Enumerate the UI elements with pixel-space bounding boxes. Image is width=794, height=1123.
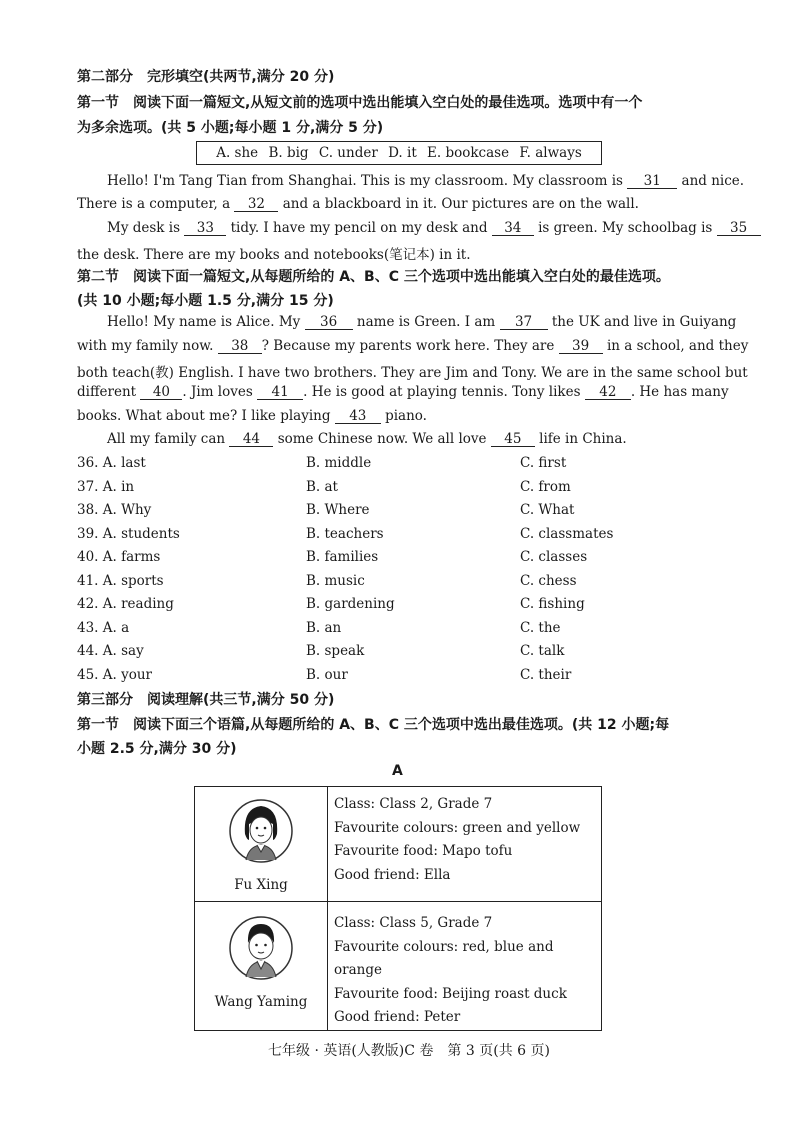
passage-label: A (392, 763, 403, 779)
section1-instruction-line2: 为多余选项。(共 5 小题;每小题 1 分,满分 5 分) (77, 120, 384, 136)
blank-32: 32 (234, 197, 278, 212)
choice-option: C. the (520, 619, 561, 636)
choice-option: 36. A. last (77, 455, 146, 471)
student-info-table (194, 786, 602, 1031)
choice-option: C. their (520, 666, 572, 683)
choice-option: 41. A. sports (77, 572, 164, 589)
choice-option: B. our (306, 666, 348, 683)
option-b: B. big (268, 145, 309, 161)
student-class: Class: Class 5, Grade 7 (334, 915, 493, 931)
passage2-line4: different 40 . Jim loves 41 . He is good at playing tennis. Tony likes 42 . He has many (77, 384, 729, 400)
girl-avatar-icon (229, 794, 293, 868)
choice-option: 45. A. your (77, 666, 152, 683)
choice-option: 44. A. say (77, 643, 144, 659)
choice-option: B. gardening (306, 596, 395, 612)
blank-40: 40 (140, 385, 182, 400)
blank-43: 43 (335, 409, 381, 424)
student-friend: Good friend: Peter (334, 1009, 461, 1025)
choice-option: C. from (520, 478, 571, 495)
avatar-cell (195, 902, 328, 1031)
blank-36: 36 (305, 315, 353, 330)
passage1-line1: Hello! I'm Tang Tian from Shanghai. This is my classroom. My classroom is 31 and nice. (107, 173, 745, 189)
part2-title: 第二部分 完形填空(共两节,满分 20 分) (77, 69, 335, 85)
option-c: C. under (318, 145, 378, 161)
page-footer: 七年级 · 英语(人教版)C 卷 第 3 页(共 6 页) (268, 1043, 550, 1059)
passage2-line3: both teach(教) English. I have two brothers. They are Jim and Tony. We are in the same school but (77, 365, 748, 381)
student-class: Class: Class 2, Grade 7 (334, 796, 493, 812)
passage1-line4: the desk. There are my books and notebooks(笔记本) in it. (77, 247, 471, 263)
choice-option: C. first (520, 455, 567, 471)
choice-option: 40. A. farms (77, 549, 161, 565)
part3-section1-instruction-line2: 小题 2.5 分,满分 30 分) (77, 741, 237, 757)
boy-avatar-icon (229, 911, 293, 985)
choice-option: C. What (520, 502, 575, 518)
blank-45: 45 (491, 432, 535, 447)
blank-42: 42 (585, 385, 631, 400)
choice-option: C. classes (520, 549, 588, 565)
table-row (195, 787, 602, 902)
student-food: Favourite food: Beijing roast duck (334, 985, 567, 1002)
choice-option: B. at (306, 478, 338, 495)
choice-option: C. chess (520, 572, 577, 589)
section2-instruction-line1: 第二节 阅读下面一篇短文,从每题所给的 A、B、C 三个选项中选出能填入空白处的最佳选项。 (77, 269, 670, 285)
passage2-line1: Hello! My name is Alice. My 36 name is Green. I am 37 the UK and live in Guiyang (107, 314, 737, 330)
choice-option: 43. A. a (77, 619, 130, 636)
blank-44: 44 (229, 432, 273, 447)
option-d: D. it (388, 145, 417, 161)
student-details (328, 902, 602, 1031)
passage1-line2: There is a computer, a 32 and a blackboard in it. Our pictures are on the wall. (77, 196, 639, 212)
table-row (195, 902, 602, 1031)
blank-31: 31 (627, 174, 677, 189)
student-colours: Favourite colours: green and yellow (334, 819, 581, 836)
section2-instruction-line2: (共 10 小题;每小题 1.5 分,满分 15 分) (77, 293, 334, 309)
choice-option: B. speak (306, 643, 365, 659)
passage2-line2: with my family now. 38 ? Because my parents work here. They are 39 in a school, and they (77, 338, 749, 354)
student-friend: Good friend: Ella (334, 866, 451, 883)
choice-option: C. fishing (520, 596, 585, 612)
blank-35: 35 (717, 221, 761, 236)
blank-41: 41 (257, 385, 303, 400)
student-details (328, 787, 602, 902)
choice-option: B. middle (306, 455, 372, 471)
avatar-cell (195, 787, 328, 902)
student-food: Favourite food: Mapo tofu (334, 843, 513, 859)
choice-option: 42. A. reading (77, 596, 174, 612)
choice-option: 37. A. in (77, 478, 135, 495)
passage2-line5: books. What about me? I like playing 43 piano. (77, 408, 427, 424)
passage1-line3: My desk is 33 tidy. I have my pencil on my desk and 34 is green. My schoolbag is 35 (107, 220, 761, 236)
student-colours: Favourite colours: red, blue and orange (334, 938, 554, 978)
choice-option: B. Where (306, 502, 370, 518)
part3-title: 第三部分 阅读理解(共三节,满分 50 分) (77, 692, 335, 708)
choice-option: B. an (306, 619, 342, 636)
blank-34: 34 (492, 221, 534, 236)
blank-33: 33 (184, 221, 226, 236)
choice-option: B. music (306, 572, 365, 589)
choice-option: C. talk (520, 643, 565, 659)
choice-option: 39. A. students (77, 525, 180, 542)
passage2-line6: All my family can 44 some Chinese now. We all love 45 life in China. (107, 431, 627, 447)
section1-instruction-line1: 第一节 阅读下面一篇短文,从短文前的选项中选出能填入空白处的最佳选项。选项中有一个 (77, 95, 643, 111)
part3-section1-instruction-line1: 第一节 阅读下面三个语篇,从每题所给的 A、B、C 三个选项中选出最佳选项。(共 12 小题;每 (77, 717, 670, 733)
choice-option: 38. A. Why (77, 502, 152, 518)
choice-option: C. classmates (520, 525, 614, 542)
student-name: Fu Xing (234, 877, 288, 893)
choice-option: B. teachers (306, 525, 384, 542)
blank-39: 39 (559, 339, 603, 354)
blank-38: 38 (218, 339, 262, 354)
choice-option: B. families (306, 549, 379, 565)
option-a: A. she (216, 145, 259, 161)
option-f: F. always (519, 145, 582, 161)
option-e: E. bookcase (427, 145, 510, 161)
options-box (196, 141, 602, 165)
student-name: Wang Yaming (214, 994, 308, 1010)
blank-37: 37 (500, 315, 548, 330)
